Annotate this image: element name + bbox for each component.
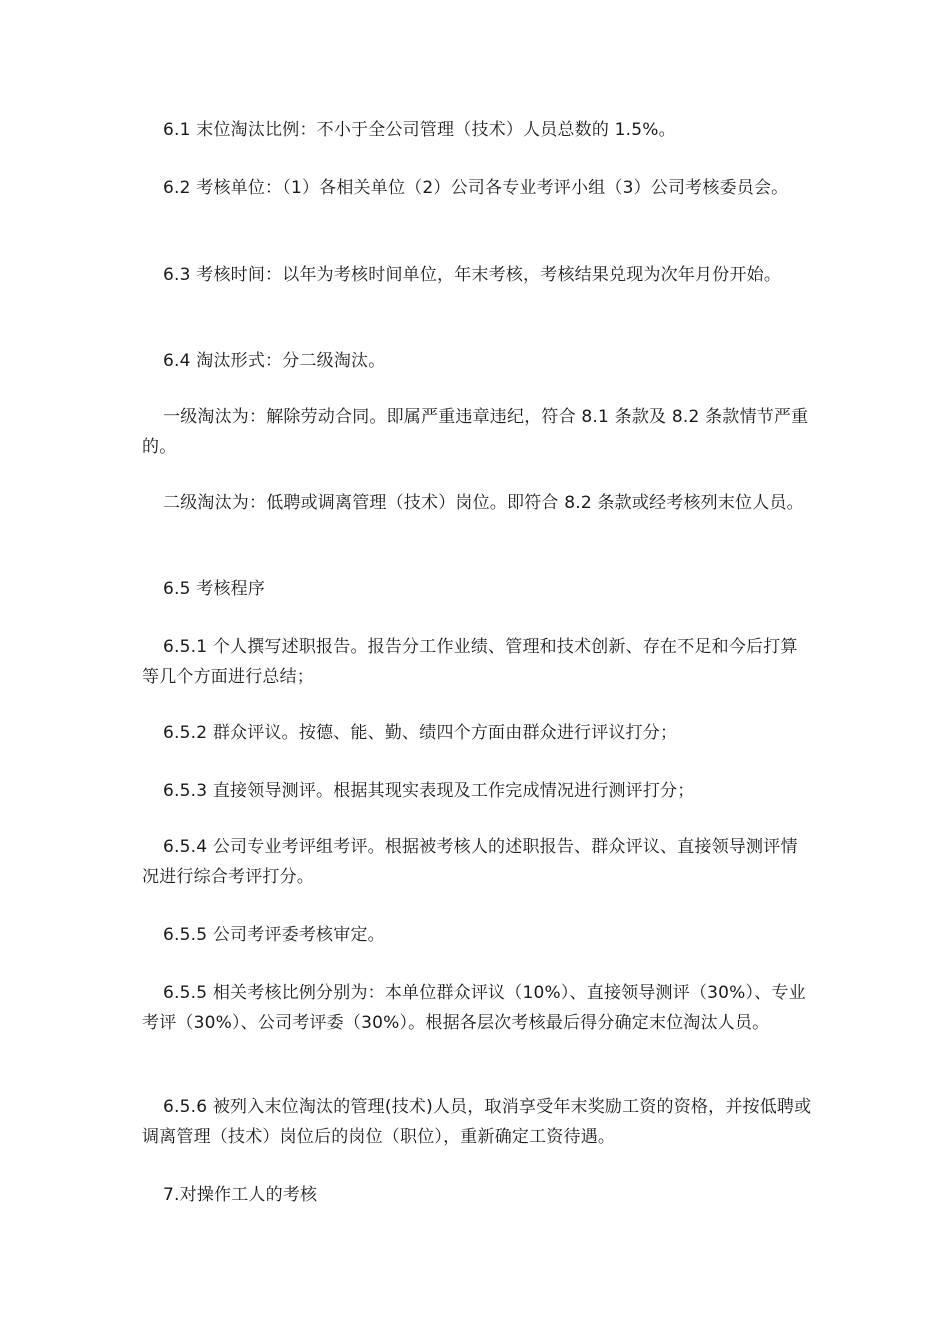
paragraph-6-1: 6.1 末位淘汰比例：不小于全公司管理（技术）人员总数的 1.5%。: [163, 120, 676, 140]
paragraph-6-5-2: 6.5.2 群众评议。按德、能、勤、绩四个方面由群众进行评议打分；: [163, 723, 678, 743]
paragraph-6-5-6: 6.5.6 被列入末位淘汰的管理(技术)人员，取消享受年末奖励工资的资格，并按低聘或调离管理（技术）岗位后的岗位（职位），重新确定工资待遇。: [142, 1097, 812, 1147]
paragraph-6-5-5-a: 6.5.5 公司考评委考核审定。: [163, 925, 385, 945]
paragraph-level-two: 二级淘汰为：低聘或调离管理（技术）岗位。即符合 8.2 条款或经考核列末位人员。: [163, 493, 804, 513]
paragraph-6-5-3: 6.5.3 直接领导测评。根据其现实表现及工作完成情况进行测评打分；: [163, 781, 695, 801]
paragraph-level-one: 一级淘汰为：解除劳动合同。即属严重违章违纪，符合 8.1 条款及 8.2 条款情节严重的。: [142, 407, 809, 457]
paragraph-6-3: 6.3 考核时间：以年为考核时间单位，年末考核，考核结果兑现为次年月份开始。: [163, 265, 782, 285]
paragraph-6-5-1: 6.5.1 个人撰写述职报告。报告分工作业绩、管理和技术创新、存在不足和今后打算等几个方面进行总结；: [142, 637, 798, 687]
paragraph-6-5-5-b: 6.5.5 相关考核比例分别为：本单位群众评议（10%）、直接领导测评（30%）、专业考评（30%）、公司考评委（30%）。根据各层次考核最后得分确定末位淘汰人员。: [142, 983, 806, 1033]
paragraph-6-4: 6.4 淘汰形式：分二级淘汰。: [163, 351, 386, 371]
paragraph-6-2: 6.2 考核单位：（1）各相关单位（2）公司各专业考评小组（3）公司考核委员会。: [163, 178, 789, 198]
paragraph-6-5: 6.5 考核程序: [163, 579, 266, 599]
paragraph-7: 7.对操作工人的考核: [163, 1185, 318, 1205]
paragraph-6-5-4: 6.5.4 公司专业考评组考评。根据被考核人的述职报告、群众评议、直接领导测评情况进行综合考评打分。: [142, 837, 798, 887]
